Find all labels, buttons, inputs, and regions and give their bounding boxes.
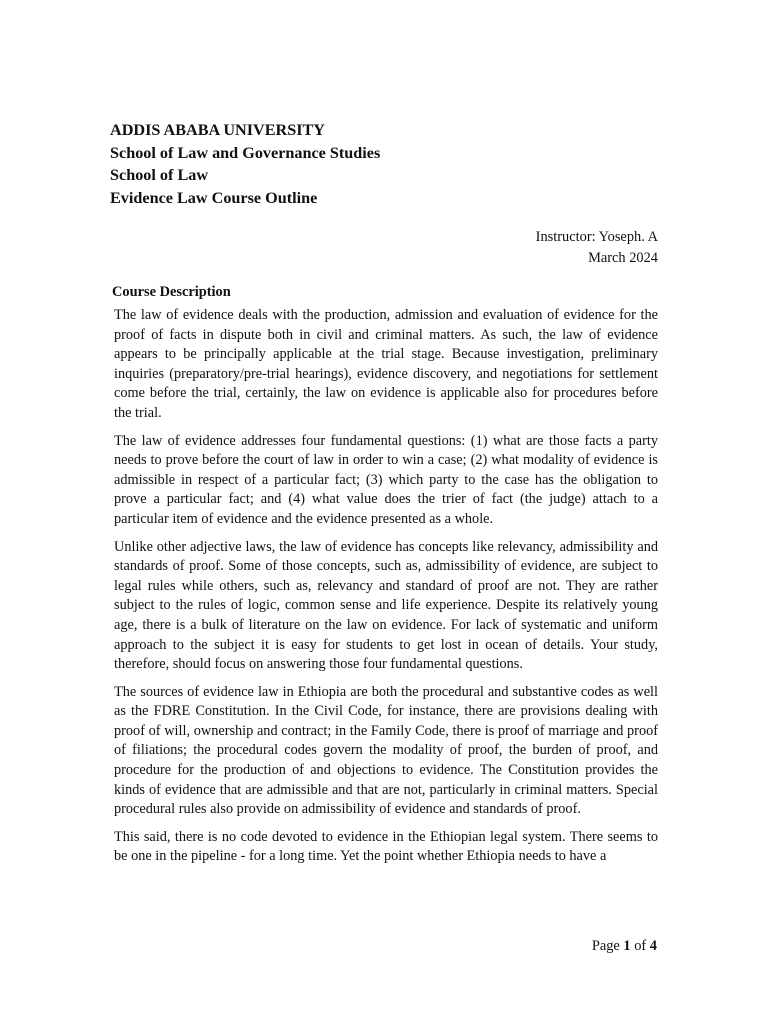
course-description-body: [114, 306, 658, 875]
instructor-line: Instructor: Yoseph. A: [535, 229, 658, 245]
section-title: Course Description: [112, 284, 231, 300]
paragraph-3: Unlike other adjective laws, the law of evidence has concepts like relevancy, admissibility and standards of proof. Some of those concepts, such as, admissibility of evidence, are subject to legal rules while others, such as, relevancy and standard of proof are not. They are rather subject to the rules of logic, common sense and life experience. Despite its relatively young age, there is a bulk of literature on the law on evidence. For lack of systematic and uniform approach to the subject it is easy for students to get lost in ocean of details. Your study, therefore, should focus on answering those four fundamental questions.: [114, 538, 658, 673]
of-label: of: [630, 938, 650, 954]
total-page-number: 4: [649, 938, 657, 954]
paragraph-1: The law of evidence deals with the production, admission and evaluation of evidence for the proof of facts in dispute both in civil and criminal matters. As such, the law of evidence appears to be principally applicable at the trial stage. Because investigation, preliminary inquiries (preparatory/pre-trial hearings), evidence discovery, and negotiations for settlement come before the trial, certainly, the law on evidence is applicable also for procedures before the trial.: [114, 307, 658, 421]
page-number: [592, 937, 657, 956]
school-name: School of Law and Governance Studies: [110, 143, 381, 162]
paragraph-2: The law of evidence addresses four fundamental questions: (1) what are those facts a party needs to prove before the court of law in order to win a case; (2) what modality of evidence is admissible in respect of a particular fact; (3) which party to the case has the obligation to prove a particular fact; and (4) what value does the trier of fact (the judge) attach to a particular item of evidence and the evidence presented as a whole.: [114, 432, 658, 527]
document-title: Evidence Law Course Outline: [110, 188, 318, 207]
paragraph-4: The sources of evidence law in Ethiopia are both the procedural and substantive codes as well as the FDRE Constitution. In the Civil Code, for instance, there are provisions dealing with proof of will, ownership and contract; in the Family Code, there is proof of marriage and proof of filiations; the procedural codes govern the modality of proof, the burden of proof, and procedure for the production of and objections to evidence. The Constitution provides the kinds of evidence that are admissible and that are not, particularly in criminal matters. Special procedural rules also provide on admissibility of evidence and standards of proof.: [114, 683, 658, 818]
page-label: Page: [591, 938, 624, 954]
university-name: ADDIS ABABA UNIVERSITY: [110, 121, 325, 139]
date-line: March 2024: [588, 249, 658, 266]
document-heading: [110, 119, 670, 209]
sub-school-name: School of Law: [110, 166, 209, 184]
document-meta: [536, 227, 658, 268]
current-page-number: 1: [623, 938, 631, 954]
paragraph-5: This said, there is no code devoted to evidence in the Ethiopian legal system. There seems to be one in the pipeline - for a long time. Yet the point whether Ethiopia needs to have a: [114, 828, 658, 865]
